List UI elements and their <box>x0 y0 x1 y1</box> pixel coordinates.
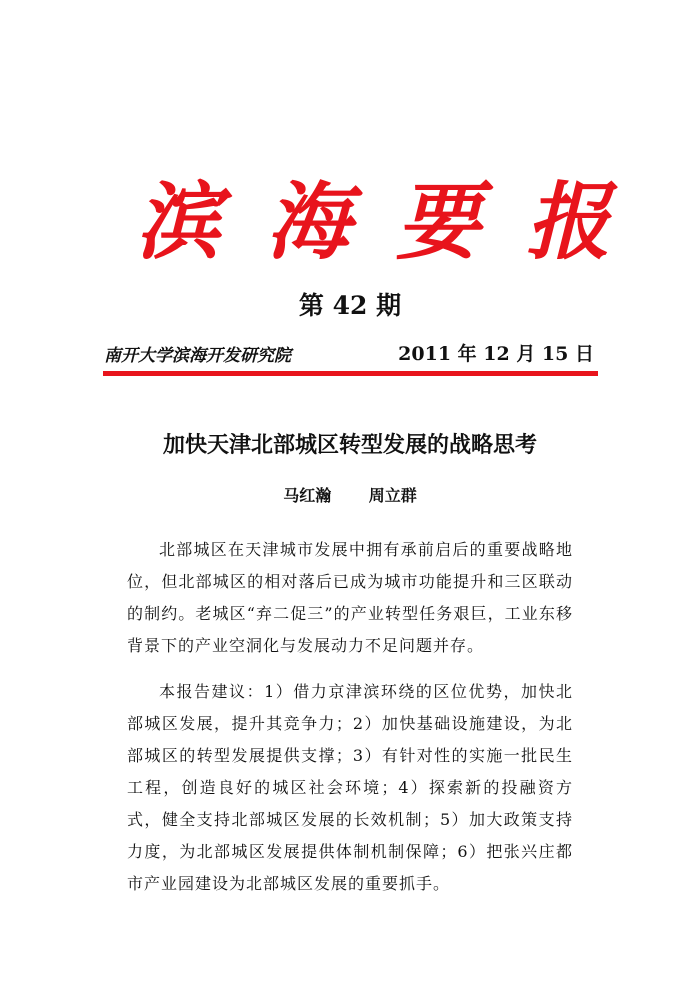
article-body <box>127 534 573 914</box>
article-title: 加快天津北部城区转型发展的战略思考 <box>162 432 537 458</box>
article-paragraph: 北部城区在天津城市发展中拥有承前启后的重要战略地位，但北部城区的相对落后已成为城市功能提升和三区联动的制约。老城区“弃二促三”的产业转型任务艰巨，工业东移背景下的产业空洞化与发展动力不足问题并存。 <box>127 540 573 655</box>
article-authors <box>0 483 700 506</box>
publication-date: 2011 年 12 月 15 日 <box>398 343 594 365</box>
author-name: 马红瀚 <box>283 486 332 505</box>
issue-number: 第 42 期 <box>298 291 402 320</box>
author-name: 周立群 <box>368 486 417 505</box>
publisher-name: 南开大学滨海开发研究院 <box>104 346 291 366</box>
masthead-title: 滨海要报 <box>135 172 656 271</box>
header-divider <box>103 371 598 376</box>
article-paragraph: 本报告建议：1）借力京津滨环绕的区位优势，加快北部城区发展，提升其竞争力；2）加快基础设施建设，为北部城区的转型发展提供支撑；3）有针对性的实施一批民生工程，创造良好的城区社会环境；4）探索新的投融资方式，健全支持北部城区发展的长效机制；5）加大政策支持力度，为北部城区发展提供体制机制保障；6）把张兴庄都市产业园建设为北部城区发展的重要抓手。 <box>127 682 573 893</box>
